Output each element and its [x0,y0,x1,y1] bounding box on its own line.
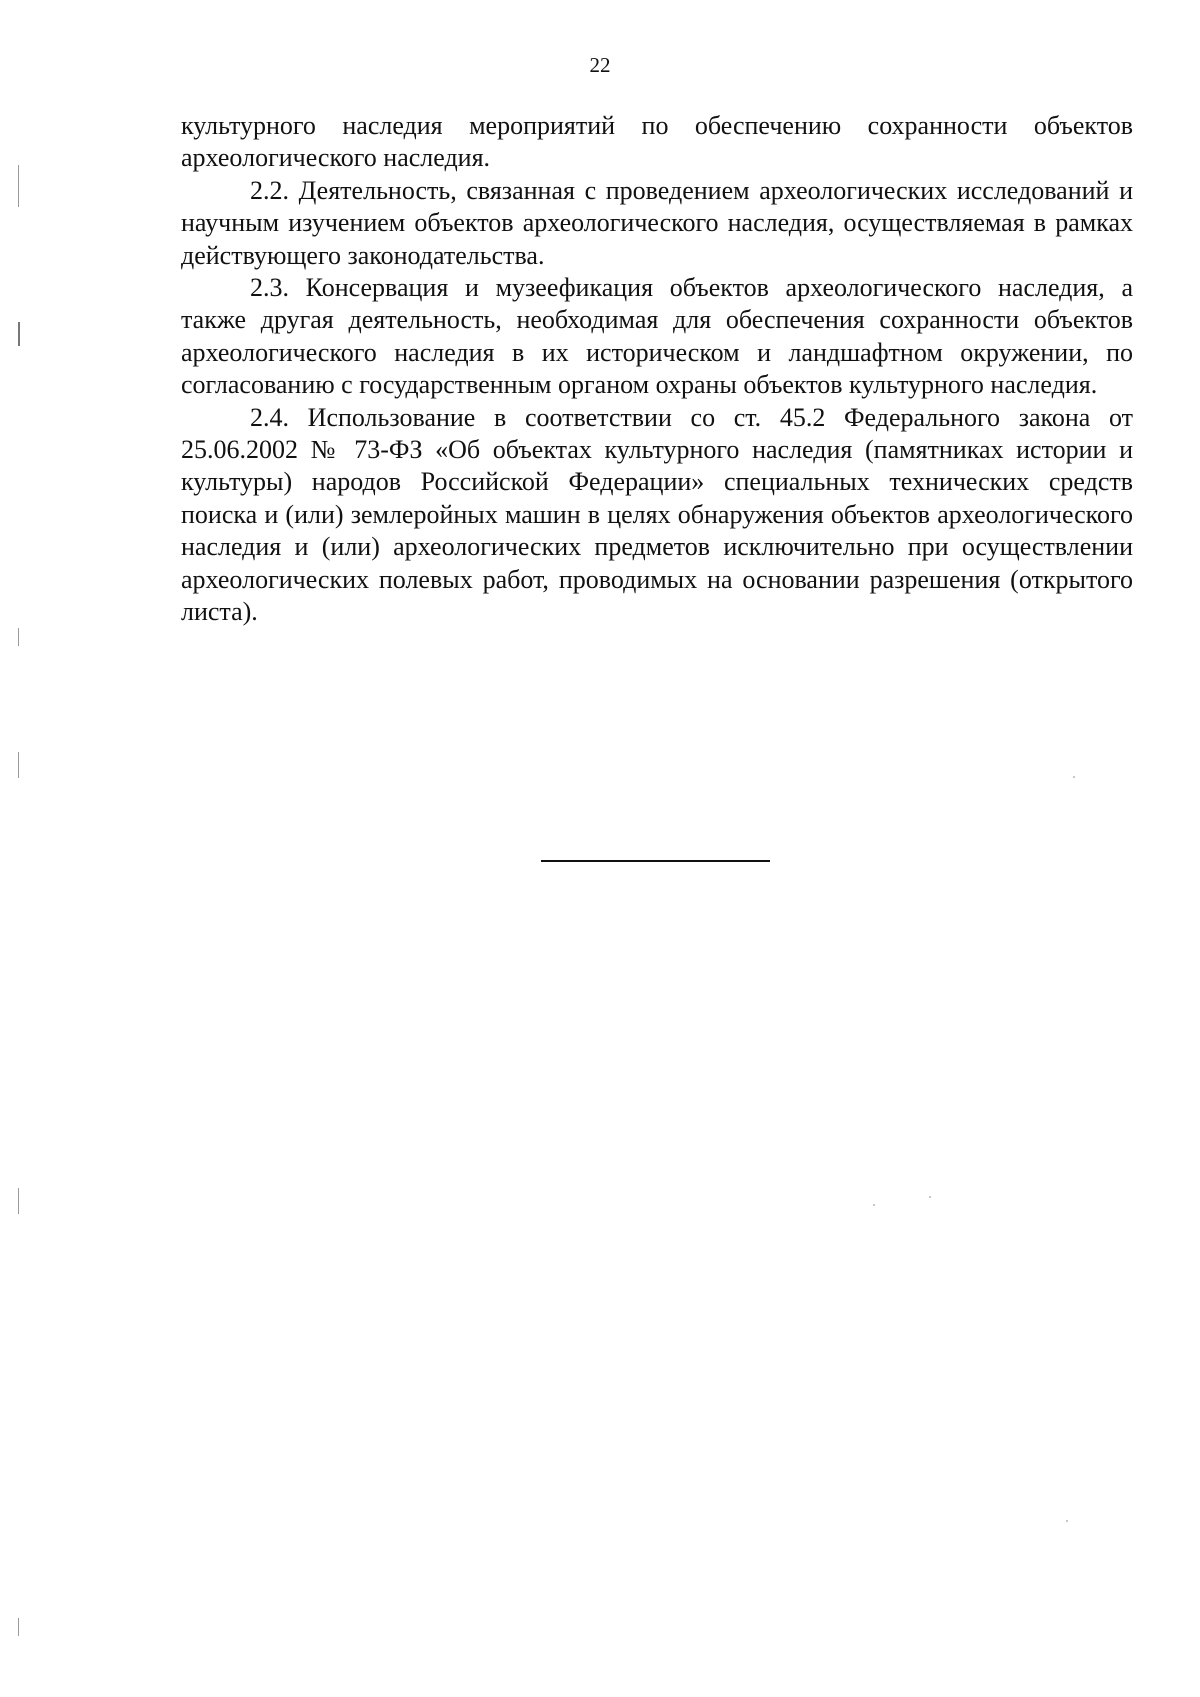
paragraph-2-4: 2.4. Использование в соответствии со ст. 45.2 Федерального закона от 25.06.2002 № 73-ФЗ «Об объектах культурного наследия (памятниках истории и культуры) народов Российской Федерации» специальных технических средств поиска и (или) землеройных машин в целях обнаружения объектов археологического наследия и (или) археологических предметов исключительно при осуществлении археологических полевых работ, проводимых на основании разрешения (открытого листа). [181,402,1133,627]
scan-artifact [18,1188,19,1214]
page-number: 22 [589,53,611,77]
paragraph-2-2: 2.2. Деятельность, связанная с проведением археологических исследований и научным изучением объектов археологического наследия, осуществляемая в рамках действующего законодательства. [181,175,1133,270]
scan-artifact [18,628,19,646]
scan-speck [1073,776,1075,778]
scan-artifact [18,165,19,207]
body-text [181,110,1133,629]
scan-artifact [18,752,19,778]
end-of-text-rule [541,860,770,862]
scan-speck [873,1204,875,1206]
scan-artifact [18,322,20,346]
paragraph-continuation: культурного наследия мероприятий по обеспечению сохранности объектов археологического наследия. [181,111,1133,173]
paragraph-2-3: 2.3. Консервация и музеефикация объектов археологического наследия, а также другая деятельность, необходимая для обеспечения сохранности объектов археологического наследия в их историческом и ландшафтном окружении, по согласованию с государственным органом охраны объектов культурного наследия. [181,273,1133,400]
scan-speck [929,1196,931,1198]
scan-artifact [18,1618,19,1636]
scan-speck [1066,1520,1068,1522]
